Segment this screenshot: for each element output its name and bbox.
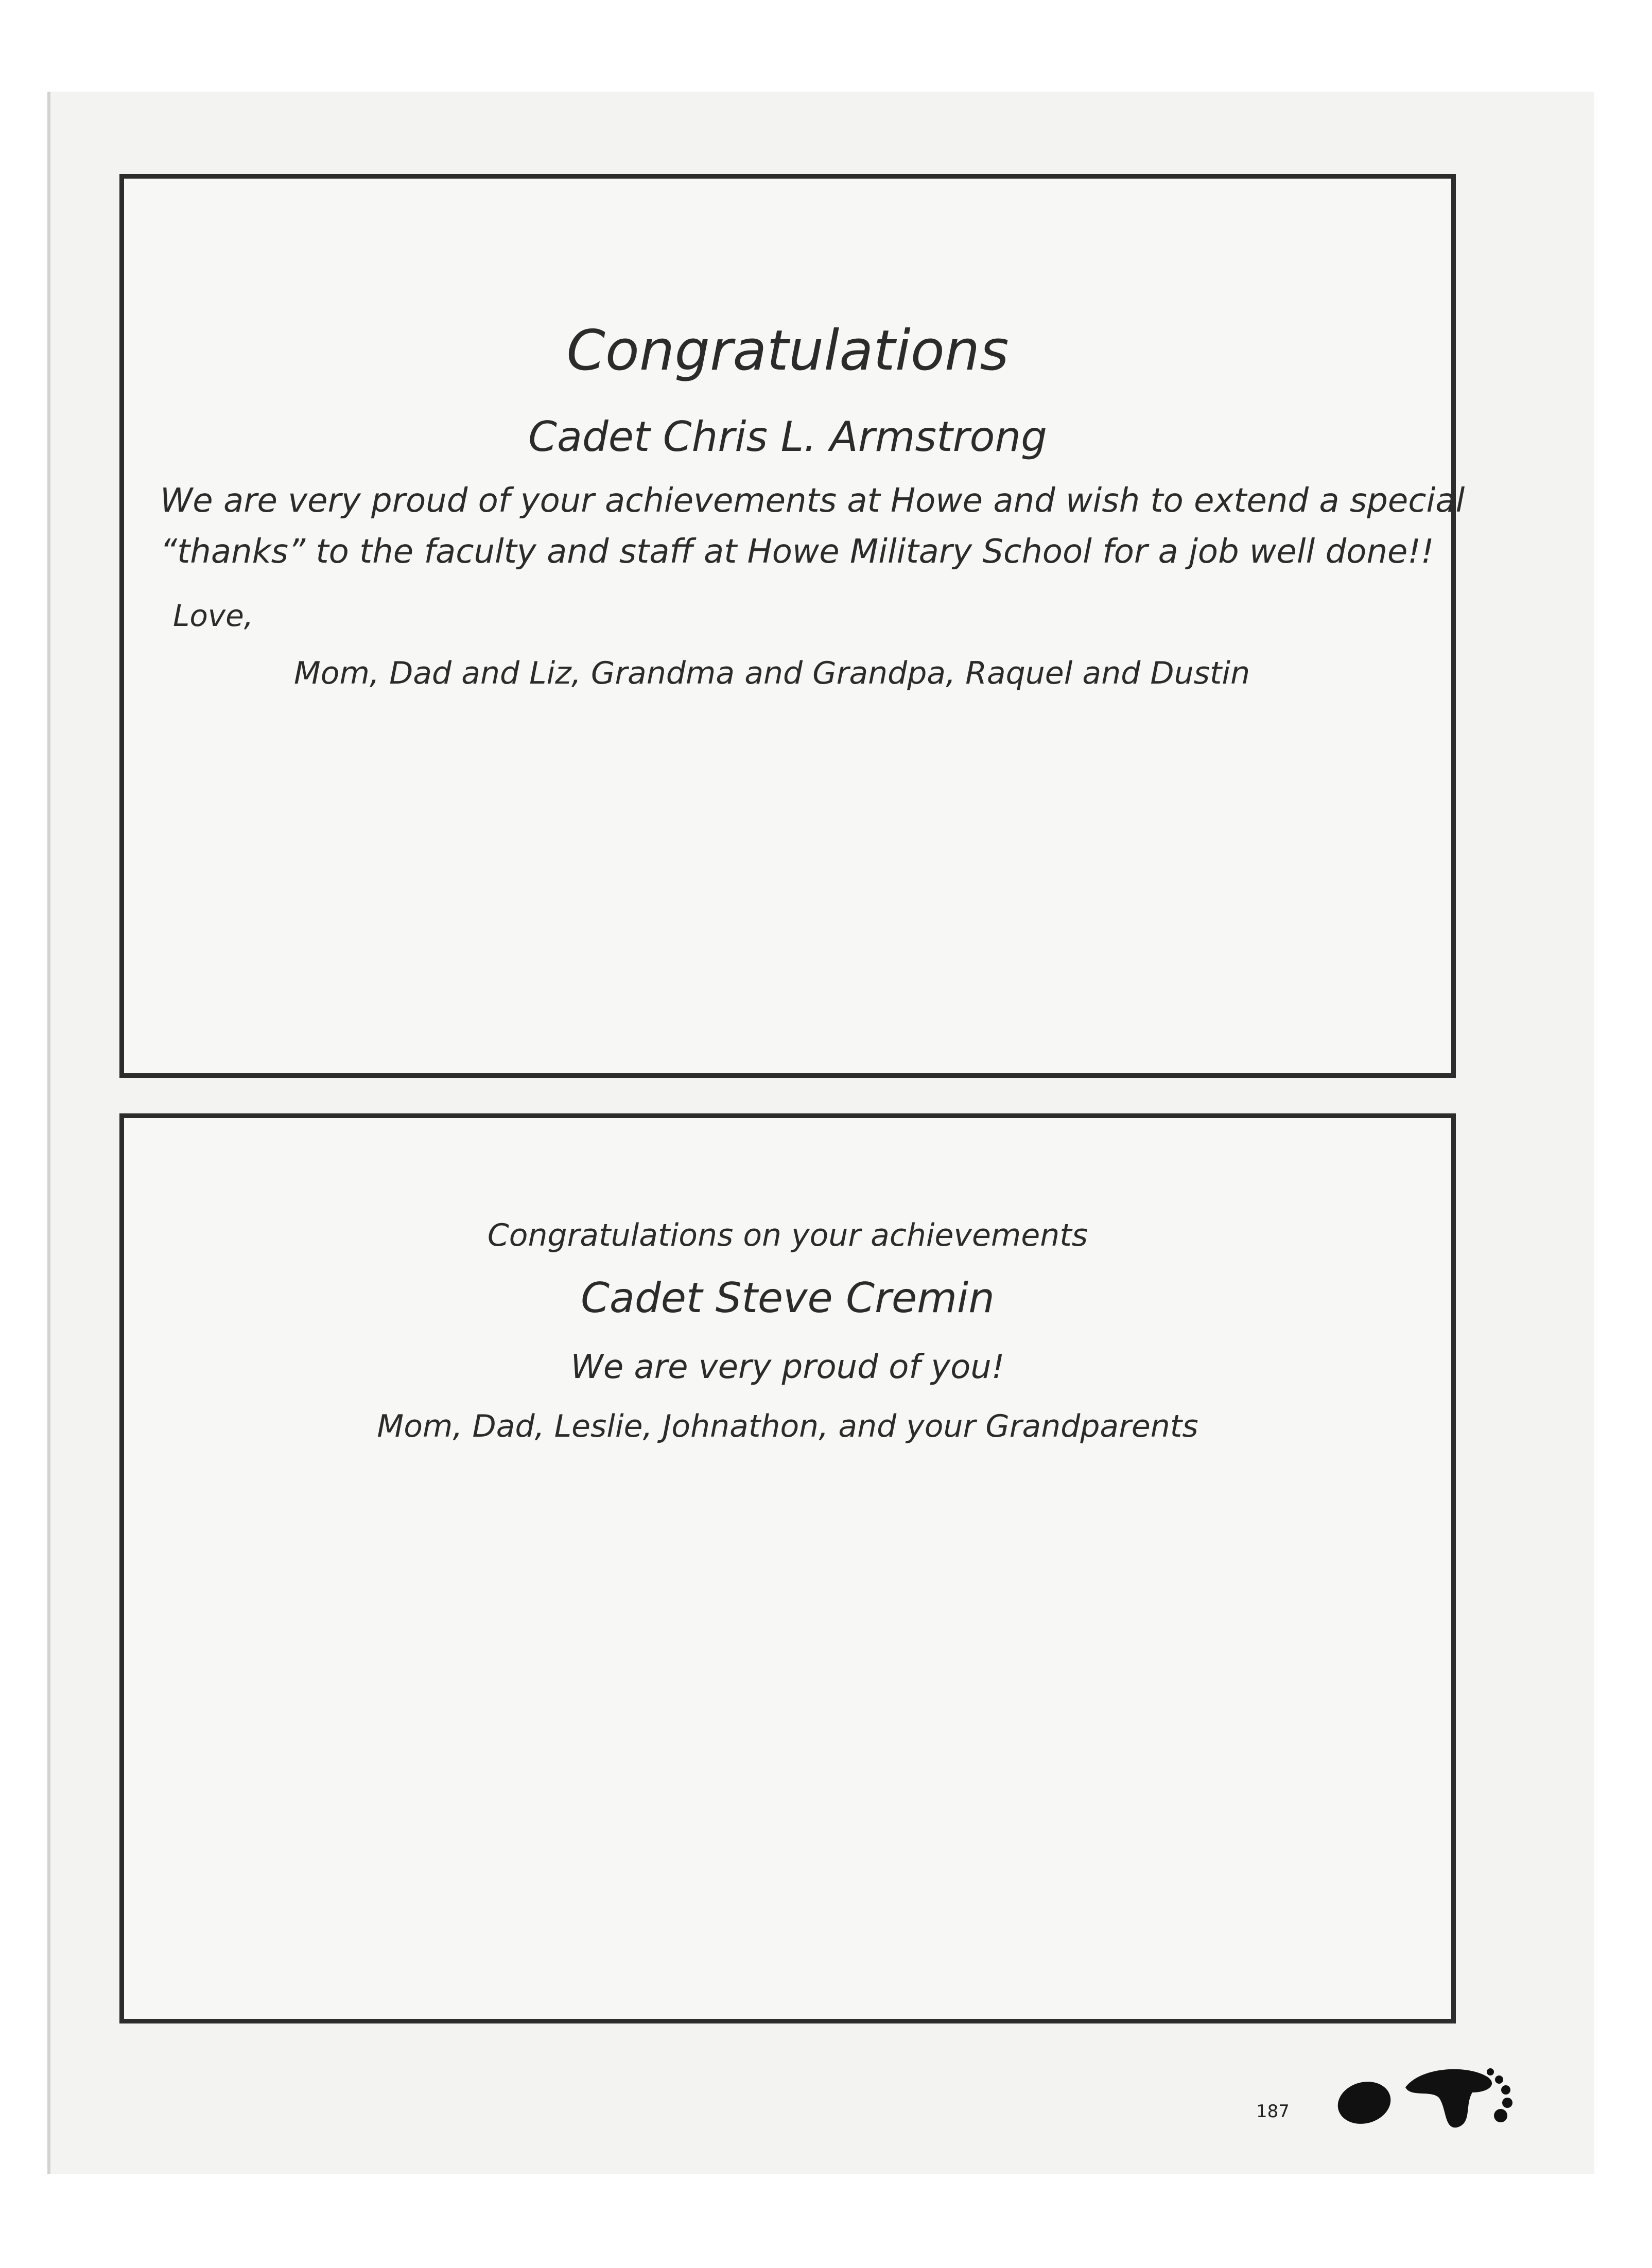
ad-signature: Mom, Dad and Liz, Grandma and Grandpa, Raquel and Dustin (294, 655, 1250, 691)
footprints-icon (1333, 2056, 1529, 2134)
ad-box-cremin (119, 1113, 1456, 2023)
ad-heading: Congratulations on your achievements (487, 1217, 1088, 1253)
ad-box-armstrong (119, 174, 1465, 1078)
ad-body-line: We are very proud of your achievements at Howe and wish to extend a special (160, 482, 1465, 520)
ad-body-line: “thanks” to the faculty and staff at Howe Military School for a job well done!! (160, 533, 1434, 571)
cadet-name: Cadet Chris L. Armstrong (528, 413, 1047, 461)
ad-signature: Mom, Dad, Leslie, Johnathon, and your Grandparents (377, 1408, 1198, 1444)
page-edge (47, 92, 50, 2174)
ad-closing: Love, (173, 598, 254, 633)
cadet-name: Cadet Steve Cremin (581, 1274, 995, 1322)
page-number: 187 (1256, 2101, 1290, 2122)
ad-message: We are very proud of you! (570, 1348, 1005, 1386)
ad-heading: Congratulations (566, 319, 1009, 383)
